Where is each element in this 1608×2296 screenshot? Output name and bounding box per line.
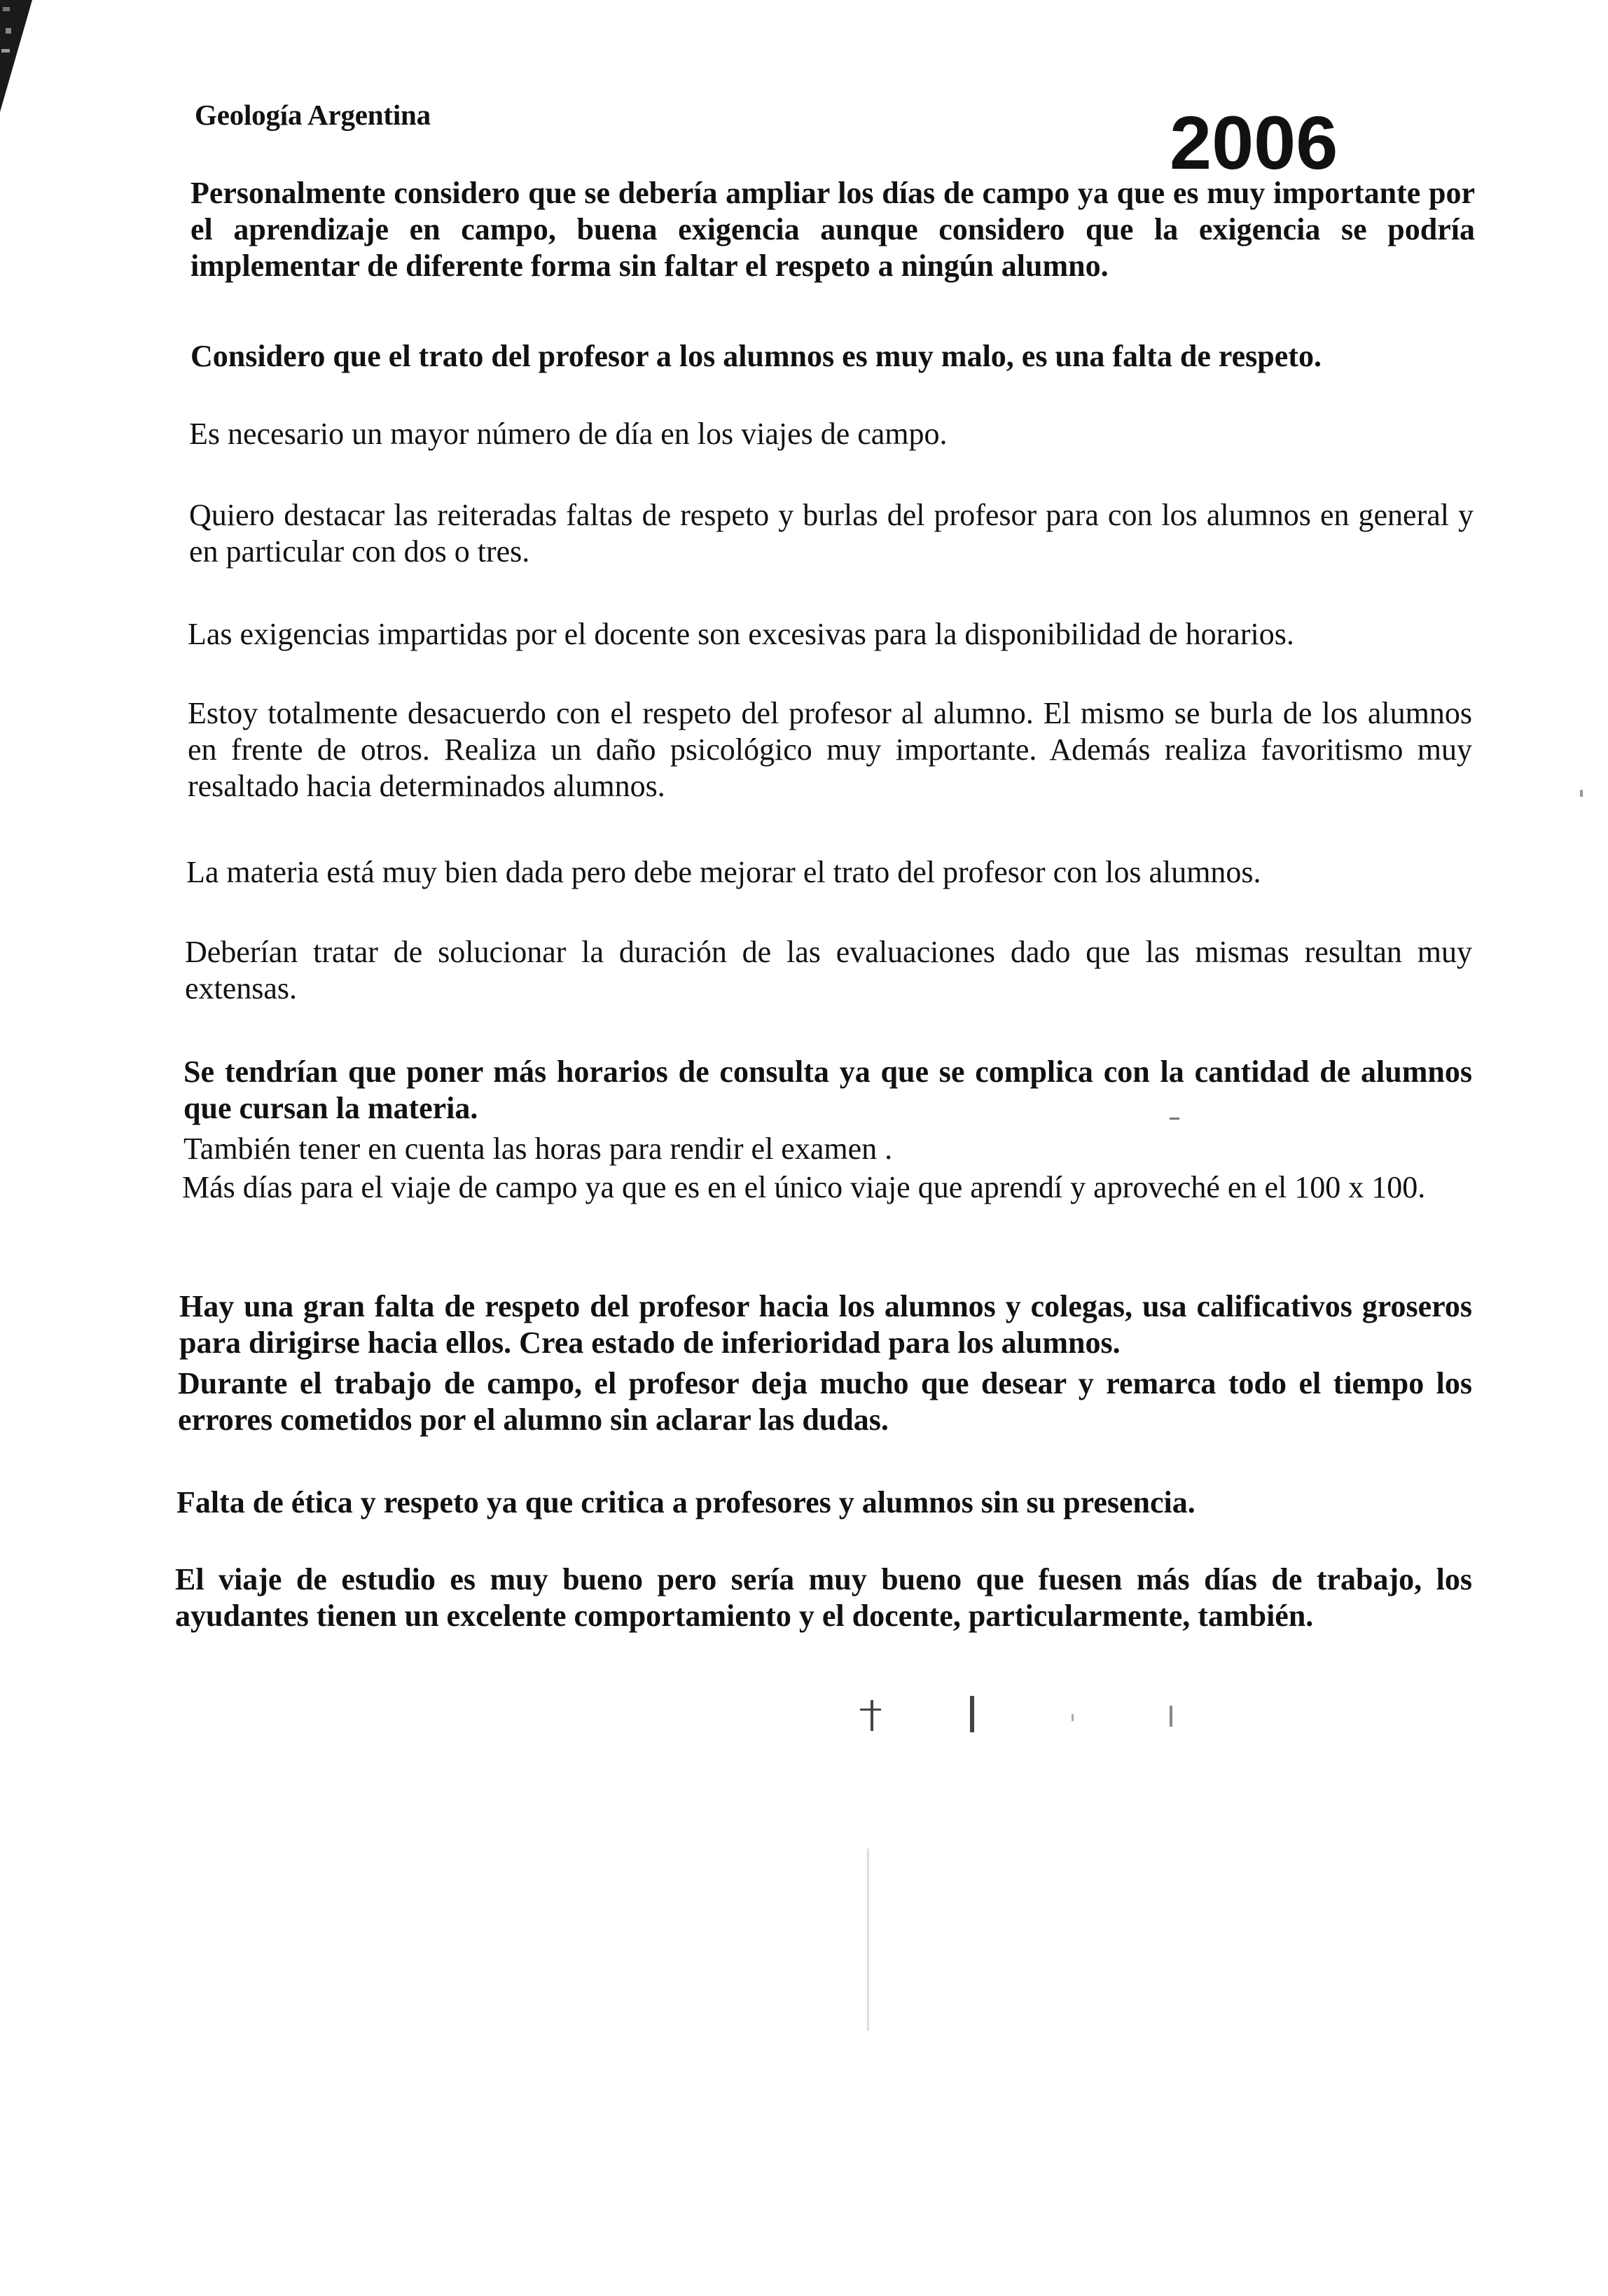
comment-entry: Deberían tratar de solucionar la duración de las evaluaciones dado que las mismas resultan muy extensas. xyxy=(185,935,1472,1006)
comment-entry: Quiero destacar las reiteradas faltas de respeto y burlas del profesor para con los alumnos en general y en particular con dos o tres. xyxy=(189,498,1474,569)
comment-entry: El viaje de estudio es muy bueno pero sería muy bueno que fuesen más días de trabajo, los ayudantes tienen un excelente comportamiento y el docente, particularmente, también. xyxy=(175,1562,1472,1633)
comment-entry: Es necesario un mayor número de día en los viajes de campo. xyxy=(189,417,948,451)
document-title: Geología Argentina xyxy=(195,99,431,131)
document-year: 2006 xyxy=(1170,100,1338,185)
comment-entry: También tener en cuenta las horas para rendir el examen . xyxy=(183,1132,893,1166)
comment-entry: Falta de ética y respeto ya que critica a profesores y alumnos sin su presencia. xyxy=(176,1485,1195,1519)
comment-entry: Estoy totalmente desacuerdo con el respeto del profesor al alumno. El mismo se burla de los alumnos en frente de otros. Realiza un daño psicológico muy importante. Además realiza favoritismo muy resaltado hacia determinados alumnos. xyxy=(188,696,1472,803)
comment-entry: Personalmente considero que se debería ampliar los días de campo ya que es muy importante por el aprendizaje en campo, buena exigencia aunque considero que la exigencia se podría implementar de diferente forma sin faltar el respeto a ningún alumno. xyxy=(190,176,1475,283)
comment-entry: Más días para el viaje de campo ya que es en el único viaje que aprendí y aproveché en el 100 x 100. xyxy=(182,1170,1426,1204)
comment-entry: Hay una gran falta de respeto del profesor hacia los alumnos y colegas, usa calificativos groseros para dirigirse hacia ellos. Crea estado de inferioridad para los alumnos. xyxy=(179,1289,1472,1360)
comment-entry: Durante el trabajo de campo, el profesor deja mucho que desear y remarca todo el tiempo los errores cometidos por el alumno sin aclarar las dudas. xyxy=(178,1366,1472,1437)
comment-entry: Se tendrían que poner más horarios de consulta ya que se complica con la cantidad de alumnos que cursan la materia. xyxy=(183,1055,1472,1125)
comment-entry: La materia está muy bien dada pero debe mejorar el trato del profesor con los alumnos. xyxy=(186,855,1261,889)
comment-entry: Las exigencias impartidas por el docente son excesivas para la disponibilidad de horarios. xyxy=(188,617,1294,651)
comment-entry: Considero que el trato del profesor a los alumnos es muy malo, es una falta de respeto. xyxy=(190,339,1322,373)
